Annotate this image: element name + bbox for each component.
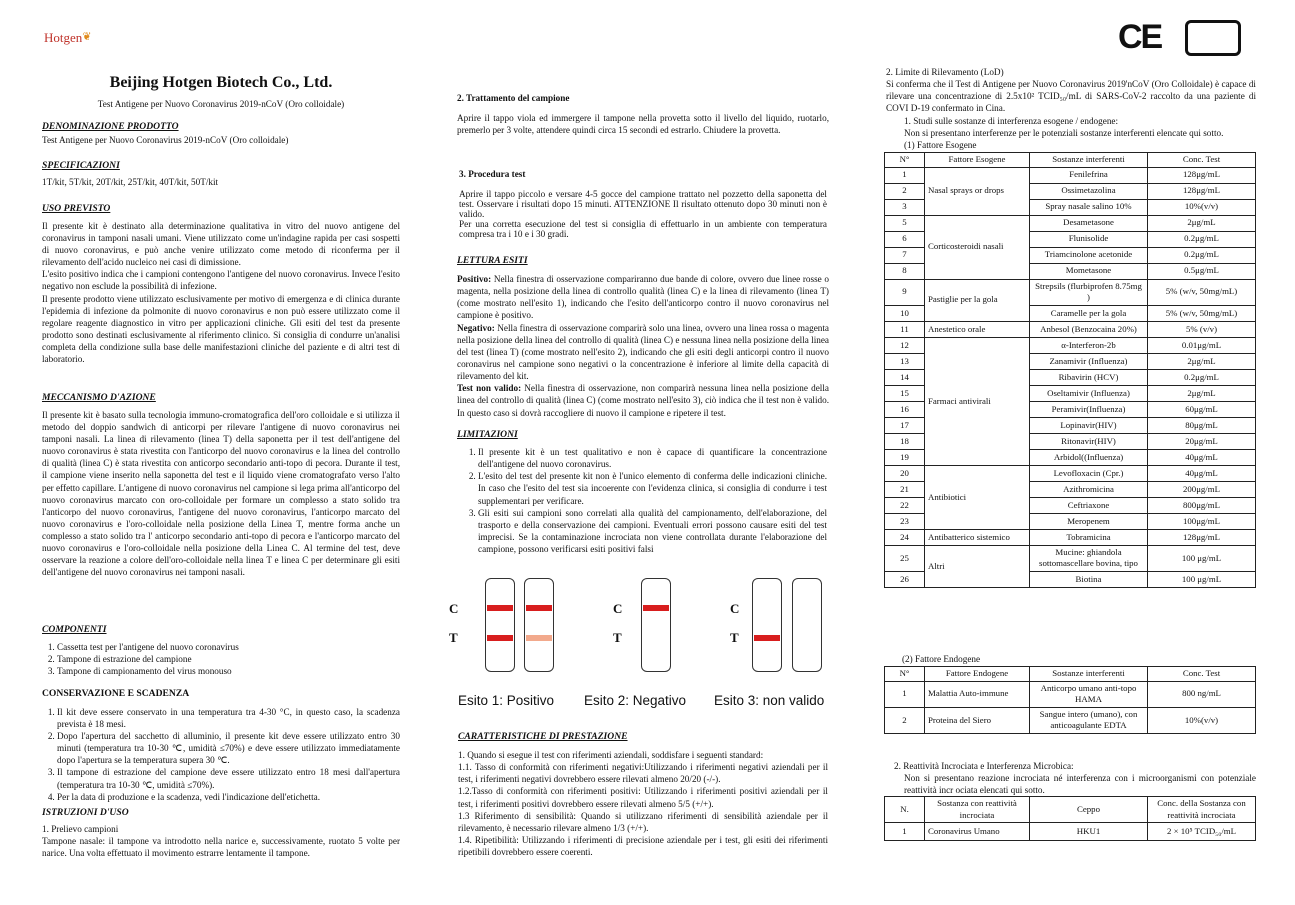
- table-cell: 2: [885, 707, 925, 733]
- table-cell: 20: [885, 465, 925, 481]
- car-item: 1.4. Ripetibilità: Utilizzando i riferimenti di precisione aziendale per i test, gli esiti dei riferimenti ripetibili dovrebbero essere coerenti.: [458, 834, 828, 858]
- esito-1-label: Esito 1: Positivo: [458, 693, 555, 708]
- car-item: 1.1. Tasso di conformità con riferimenti negativi:Utilizzando i riferimenti negativi aziendali per il test, i riferimenti negativi dovrebbero essere rilevati almeno 20/20 (-/-).: [458, 762, 828, 785]
- table-cell: 200μg/mL: [1148, 481, 1256, 497]
- table-cell: Corticosteroidi nasali: [925, 215, 1030, 279]
- table-row: [885, 167, 1256, 183]
- limitazioni-heading: LIMITAZIONI: [457, 429, 518, 440]
- studi-heading: 1. Studi sulle sostanze di interferenza esogene / endogene:: [904, 115, 1119, 126]
- table-cell: Nasal sprays or drops: [925, 167, 1030, 215]
- car-item: 1.2.Tasso di conformità con riferimenti positivi: Utilizzando i riferimenti positivi aziendali per il test, i riferimenti positivi dovrebbero essere rilevati almeno 5/5 (+/+).: [458, 786, 828, 809]
- table-cell: 0.2μg/mL: [1148, 247, 1256, 263]
- table-cell: Arbidol((Influenza): [1030, 449, 1148, 465]
- istr-heading: ISTRUZIONI D'USO: [42, 807, 129, 818]
- table-cell: Proteina del Siero: [925, 707, 1030, 733]
- table-cell: 10%(v/v): [1148, 707, 1256, 733]
- table-cell: Ceftriaxone: [1030, 497, 1148, 513]
- non-valido-label: Test non valido:: [457, 383, 522, 394]
- table-cell: Strepsils (flurbiprofen 8.75mg ): [1030, 279, 1148, 305]
- table-header-cell: N°: [885, 667, 925, 682]
- c-line: [487, 605, 513, 611]
- t-line-faint: [526, 635, 552, 641]
- table-cell: 12: [885, 337, 925, 353]
- table-cell: 20μg/mL: [1148, 433, 1256, 449]
- table-cell: 2μg/mL: [1148, 353, 1256, 369]
- table-cell: 2μg/mL: [1148, 385, 1256, 401]
- lettura-heading: LETTURA ESITI: [457, 255, 528, 266]
- proc-para-2: Per una corretta esecuzione del test si consiglia di effettuarlo in un ambiente con temperatura compresa tra i 10 e i 30 gradi.: [459, 219, 827, 240]
- strip-invalid-b: [792, 578, 822, 672]
- table-cell: 9: [885, 279, 925, 305]
- comp-item: 1. Cassetta test per l'antigene del nuovo coronavirus: [57, 641, 400, 653]
- table-cell: 17: [885, 417, 925, 433]
- table-cell: 19: [885, 449, 925, 465]
- cons-item: 4. Per la data di produzione e la scadenza, vedi l'indicazione dell'etichetta.: [57, 791, 400, 803]
- table-header-cell: Conc. Test: [1148, 153, 1256, 168]
- esito-non-valido-text: [457, 382, 829, 418]
- table-cell: 2μg/mL: [1148, 215, 1256, 231]
- strip-invalid-a: [752, 578, 782, 672]
- table-cell: Ossimetazolina: [1030, 183, 1148, 199]
- table-row: [885, 545, 1256, 571]
- negativo-desc: Nella finestra di osservazione comparirà solo una linea, ovvero una linea rossa o magenta nella posizione della linea del controllo di qualità (linea C) e nessuna linea nella posizione della linea del test (linea T) (come mostrato nell'esito 2), indicando che gli esiti degli anticorpi contro il nuovo coronavirus nel campione sono negativi o la concentrazione è inferiore al limite della capacità di rilevamento del kit.: [457, 322, 829, 382]
- strip-positive-b: [524, 578, 554, 672]
- table-cell: 1: [885, 167, 925, 183]
- table-cell: 8: [885, 263, 925, 279]
- denom-heading: DENOMINAZIONE PRODOTTO: [42, 121, 179, 132]
- table-header-cell: N.: [885, 797, 925, 823]
- table-cell: 21: [885, 481, 925, 497]
- table-cell: 0.2μg/mL: [1148, 369, 1256, 385]
- table-cell: Biotina: [1030, 572, 1148, 588]
- limitazione-item: 1. Il presente kit è un test qualitativo e non è capace di quantificare la concentrazione dell'antigene del nuovo coronavirus.: [478, 446, 827, 470]
- table-cell: Anticorpo umano anti-topo HAMA: [1030, 681, 1148, 707]
- table-cell: Meropenem: [1030, 513, 1148, 529]
- table-header-cell: Sostanze interferenti: [1030, 153, 1148, 168]
- table-cell: α-Interferon-2b: [1030, 337, 1148, 353]
- cons-item: 3. Il tampone di estrazione del campione deve essere utilizzato entro 18 mesi dall'apertura (temperatura tra 10-30 ℃, umidità ≤70%).: [57, 766, 400, 790]
- table-row: [885, 337, 1256, 353]
- table-row: [885, 529, 1256, 545]
- table-cell: 23: [885, 513, 925, 529]
- table-cell: Peramivir(Influenza): [1030, 401, 1148, 417]
- table-cell: Anestetico orale: [925, 321, 1030, 337]
- uso-heading: USO PREVISTO: [42, 203, 111, 214]
- spec-heading: SPECIFICAZIONI: [42, 160, 120, 171]
- table-cell: 11: [885, 321, 925, 337]
- cons-item: 1. Il kit deve essere conservato in una temperatura tra 4-30 °C, in questo caso, la scadenza prevista è 18 mesi.: [57, 706, 400, 730]
- table-cell: Anbesol (Benzocaina 20%): [1030, 321, 1148, 337]
- denom-text: Test Antigene per Nuovo Coronavirus 2019-nCoV (Oro colloidale): [42, 134, 289, 145]
- table-row: [885, 321, 1256, 337]
- ivd-mark-box: [1185, 20, 1241, 56]
- comp-item: 2. Tampone di estrazione del campione: [57, 653, 400, 665]
- table-cell: 80μg/mL: [1148, 417, 1256, 433]
- table-row: [885, 681, 1256, 707]
- table-cell: Azithromicina: [1030, 481, 1148, 497]
- uso-para-1: Il presente kit è destinato alla determinazione qualitativa in vitro del nuovo antigene del coronavirus in tamponi nasali umani. Viene utilizzato come un'indagine rapida per casi sospetti di nuovo coronavirus, e può anche venire utilizzato come metodo di riconferma per il rilevamento dell'acido nucleico nei casi di dimissione.: [42, 220, 400, 268]
- comp-heading: COMPONENTI: [42, 624, 107, 635]
- positivo-desc: Nella finestra di osservazione compariranno due bande di colore, ovvero due linee rosse o magenta, nella posizione della linea di controllo qualità (linea C) e la linea di rilevamento (linea T) (come mostrato nell'esito 1), indicando che l'esito dell'anticorpo contro il nuovo coronavirus nel campione è positivo.: [457, 274, 829, 321]
- table-cell: Caramelle per la gola: [1030, 305, 1148, 321]
- lod-para: Si conferma che il Test di Antigene per Nuovo Coronavirus 2019'nCoV (Oro Colloidale) è capace di rilevare una concentrazione di 2.5x10² TCID₅₀/mL di SARS-CoV-2 raccolto da una paziente di COVI D-19 confermato in Cina.: [886, 79, 1256, 114]
- table-cell: 6: [885, 231, 925, 247]
- table-cell: 128μg/mL: [1148, 183, 1256, 199]
- table-cell: 0.2μg/mL: [1148, 231, 1256, 247]
- table-cell: Mometasone: [1030, 263, 1148, 279]
- table-cell: 16: [885, 401, 925, 417]
- table-cell: 14: [885, 369, 925, 385]
- table-header-cell: Conc. Test: [1148, 667, 1256, 682]
- mecc-heading: MECCANISMO D'AZIONE: [42, 392, 156, 403]
- table-cell: 128μg/mL: [1148, 167, 1256, 183]
- table-cell: Levofloxacin (Cpr.): [1030, 465, 1148, 481]
- table-cell: 0.5μg/mL: [1148, 263, 1256, 279]
- table-row: [885, 823, 1256, 841]
- uso-para-3: Il presente prodotto viene utilizzato esclusivamente per motivo di emergenza e di clinica durante l'epidemia di infezione da polmonite di nuovo coronavirus e non può essere utilizzato come il regolare reagente diagnostico in vitro per applicazioni cliniche. Gli esiti del test da presente prodotto sono destinati esclusivamente al riferimento clinico. Si consiglia di condurre un'analisi completa della condizione sulla base delle manifestazioni cliniche del paziente e di altri test di laboratorio.: [42, 293, 400, 365]
- limitazione-item: 2. L'esito del test del presente kit non è l'unico elemento di conferma delle indicazioni cliniche. In caso che l'esito del test sia incoerente con l'evidenza clinica, si consiglia di condurre i test supplementari per verificare.: [478, 470, 827, 506]
- table-cell: 40μg/mL: [1148, 449, 1256, 465]
- limitazione-item: 3. Gli esiti sui campioni sono correlati alla qualità del campionamento, dell'elaborazione, del trasporto e della conservazione dei campioni. Eventuali errori possono causare esiti del test imprecisi. Se la contaminazione incrociata non viene controllata durante l'elaborazione del campione, possono verificarsi esiti positivi falsi: [478, 507, 827, 556]
- table-cell: Malattia Auto-immune: [925, 681, 1030, 707]
- table-cell: 800μg/mL: [1148, 497, 1256, 513]
- table-header-cell: Sostanza con reattività incrociata: [925, 797, 1030, 823]
- table-row: [885, 707, 1256, 733]
- table-cell: Mucine: ghiandola sottomascellare bovina, tipo: [1030, 545, 1148, 571]
- esito-positivo-text: [457, 273, 829, 322]
- table-cell: 40μg/mL: [1148, 465, 1256, 481]
- cross-heading: 2. Reattività Incrociata e Interferenza Microbica:: [894, 761, 1074, 771]
- label-t-1: T: [449, 630, 458, 645]
- table-cell: 24: [885, 529, 925, 545]
- lod-heading: 2. Limite di Rilevamento (LoD): [886, 67, 1004, 77]
- company-title: Beijing Hotgen Biotech Co., Ltd.: [109, 74, 333, 91]
- esogene-caption: (1) Fattore Esogene: [904, 139, 977, 150]
- table-row: [885, 215, 1256, 231]
- table-cell: Ritonavir(HIV): [1030, 433, 1148, 449]
- table-cell: Pastiglie per la gola: [925, 279, 1030, 321]
- cross-note: Non si presentano reazione incrociata né interferenza con i microorganismi con potenziale reattività incr ociata elencati qui sotto.: [904, 773, 1256, 796]
- table-cell: 100μg/mL: [1148, 513, 1256, 529]
- table-cell: 25: [885, 545, 925, 571]
- caratteristiche-heading: CARATTERISTICHE DI PRESTAZIONE: [458, 731, 628, 742]
- table-cell: 100 μg/mL: [1148, 545, 1256, 571]
- table-cell: Triamcinolone acetonide: [1030, 247, 1148, 263]
- table-cell: 100 μg/mL: [1148, 572, 1256, 588]
- table-cell: 60μg/mL: [1148, 401, 1256, 417]
- table-cell: 800 ng/mL: [1148, 681, 1256, 707]
- esito-2-label: Esito 2: Negativo: [584, 693, 687, 708]
- strip-negative: [641, 578, 671, 672]
- table-cell: HKU1: [1030, 823, 1148, 841]
- t-line: [487, 635, 513, 641]
- table-cell: Farmaci antivirali: [925, 337, 1030, 465]
- table-cell: 2: [885, 183, 925, 199]
- cross-reactivity-table: [884, 796, 1256, 841]
- proc-para-1: Aprire il tappo piccolo e versare 4-5 gocce del campione trattato nel pozzetto della saponetta del test. Osservare i risultati dopo 15 minuti. ATTENZIONE Il risultato ottenuto dopo 30 minuti non è valido.: [459, 189, 827, 220]
- table-header-cell: N°: [885, 153, 925, 168]
- table-row: [885, 279, 1256, 305]
- table-cell: 5% (w/v, 50mg/mL): [1148, 305, 1256, 321]
- hotgen-logo: Hotgen❦: [44, 30, 92, 45]
- table-header-cell: Fattore Endogene: [925, 667, 1030, 682]
- exogenous-table: [884, 152, 1256, 588]
- table-cell: Tobramicina: [1030, 529, 1148, 545]
- cons-item: 2. Dopo l'apertura del sacchetto di alluminio, il presente kit deve essere utilizzato entro 30 minuti (temperatura tra 10-30 ℃, umidità ≤70%) e deve essere utilizzato immediatamente dopo l'apertura se la temperatura supera 30 ℃.: [57, 730, 400, 766]
- table-cell: Sangue intero (umano), con anticoagulante EDTA: [1030, 707, 1148, 733]
- table-cell: Desametasone: [1030, 215, 1148, 231]
- cons-heading: CONSERVAZIONE E SCADENZA: [42, 688, 190, 699]
- positivo-label: Positivo:: [457, 274, 492, 284]
- table-cell: Flunisolide: [1030, 231, 1148, 247]
- istr-step-1: 1. Prelievo campioni: [42, 823, 119, 834]
- table-cell: Zanamivir (Influenza): [1030, 353, 1148, 369]
- table-cell: 5: [885, 215, 925, 231]
- esito-3-label: Esito 3: non valido: [714, 693, 825, 708]
- table-cell: Oseltamivir (Influenza): [1030, 385, 1148, 401]
- c-line: [526, 605, 552, 611]
- label-c-2: C: [613, 601, 623, 616]
- table-cell: Altri: [925, 545, 1030, 587]
- car-item: 1.3 Riferimento di sensibilità: Quando si utilizzano riferimenti di sensibilità aziendale per il rilevamento, è necessario rilevare almeno 1/3 (+/+).: [458, 810, 828, 833]
- label-c-1: C: [449, 601, 459, 616]
- ce-mark: CE: [1118, 18, 1162, 56]
- table-cell: 10: [885, 305, 925, 321]
- table-cell: 128μg/mL: [1148, 529, 1256, 545]
- non-valido-desc: Nella finestra di osservazione, non comparirà nessuna linea nella posizione della linea del controllo di qualità (linea C) (come mostrato nell'esito 3), ciò indica che il test non è valido. In questo caso si dovrà raccogliere di nuovo il campione e ripetere il test.: [457, 383, 829, 418]
- c-line: [643, 605, 669, 611]
- table-cell: 18: [885, 433, 925, 449]
- product-subtitle: Test Antigene per Nuovo Coronavirus 2019-nCoV (Oro colloidale): [97, 99, 345, 109]
- table-cell: 2 × 10⁵ TCID₅₀/mL: [1148, 823, 1256, 841]
- table-cell: 26: [885, 572, 925, 588]
- tratt-heading: 2. Trattamento del campione: [457, 93, 570, 103]
- table-cell: Antibatterico sistemico: [925, 529, 1030, 545]
- table-cell: 1: [885, 681, 925, 707]
- table-cell: 5% (w/v, 50mg/mL): [1148, 279, 1256, 305]
- endogene-caption: (2) Fattore Endogene: [902, 654, 981, 664]
- table-cell: Coronavirus Umano: [925, 823, 1030, 841]
- table-cell: Spray nasale salino 10%: [1030, 199, 1148, 215]
- studi-note: Non si presentano interferenze per le potenziali sostanze interferenti elencate qui sotto.: [904, 127, 1224, 138]
- label-t-2: T: [613, 630, 622, 645]
- negativo-label: Negativo:: [457, 322, 495, 333]
- mecc-para: Il presente kit è basato sulla tecnologia immuno-cromatografica dell'oro colloidale e si utilizza il metodo del doppio sandwich di anticorpi per rilevare l'antigene di nuovo coronavirus nei tamponi nasali. La linea di rilevamento (linea T) della saponetta per il test dell'antigene del nuovo coronavirus è stata rivestita con l'anticorpo del nuovo coronavirus e la linea del controllo di qualità (linea C) è stata rivestita con anticorpo secondario anti-topo di pecora. Durante il test, il campione viene inserito nella saponetta del test e il liquido viene cromatografato verso l'alto per effetto capillare. L'antigene di nuovo coronavirus nel campione si lega prima all'anticorpo del nuovo coronavirus marcato con oro-colloidale per formare un complesso a stato solido tra l'anticorpo del nuovo coronavirus, l'antigene del nuovo coronavirus, l'anticorpo marcato del nuovo coronavirus e l'oro-colloidale nella posizione della Linea T, mentre forma anche un complesso a stato solido tra l' anticorpo secondario anti-topo di pecora e l'anticorpo marcato del nuovo coronavirus e l'oro-colloidale nella posizione della Linea C. Al termine del test, deve osservare la reazione a colore dell'oro-colloidale nella linea T e linea C per determinare gli esiti dell'antigene del nuovo coronavirus nei tamponi nasali.: [42, 409, 400, 578]
- label-c-3: C: [730, 601, 740, 616]
- table-cell: 13: [885, 353, 925, 369]
- t-line: [754, 635, 780, 641]
- table-cell: Antibiotici: [925, 465, 1030, 529]
- table-cell: 3: [885, 199, 925, 215]
- table-cell: 0.01μg/mL: [1148, 337, 1256, 353]
- comp-item: 3. Tampone di campionamento del virus monouso: [57, 665, 400, 677]
- table-cell: 22: [885, 497, 925, 513]
- table-cell: 10%(v/v): [1148, 199, 1256, 215]
- tratt-para: Aprire il tappo viola ed immergere il tampone nella provetta sotto il livello del liquido, ruotarlo, premerlo per 3 volte, attendere quindi circa 15 secondi ed estrarlo. Chiudere la provetta.: [457, 113, 829, 136]
- spec-text: 1T/kit, 5T/kit, 20T/kit, 25T/kit, 40T/kit, 50T/kit: [42, 176, 219, 187]
- proc-heading: 3. Procedura test: [459, 169, 526, 179]
- table-cell: 1: [885, 823, 925, 841]
- table-cell: 5% (v/v): [1148, 321, 1256, 337]
- table-cell: 15: [885, 385, 925, 401]
- table-cell: Ribavirin (HCV): [1030, 369, 1148, 385]
- table-header-cell: Sostanze interferenti: [1030, 667, 1148, 682]
- table-header-cell: Ceppo: [1030, 797, 1148, 823]
- istr-step-1-text: Tampone nasale: il tampone va introdotto nella narice e, successivamente, ruotato 5 volte per narice. Una volta effettuato il movimento estrarre lentamente il tampone.: [42, 835, 400, 858]
- uso-para-2: L'esito positivo indica che i campioni contengono l'antigene del nuovo coronavirus. Invece l'esito negativo non esclude la possibilità di infezione.: [42, 269, 400, 292]
- table-cell: Lopinavir(HIV): [1030, 417, 1148, 433]
- table-row: [885, 465, 1256, 481]
- table-cell: 7: [885, 247, 925, 263]
- table-header-cell: Conc. della Sostanza con reattività incrociata: [1148, 797, 1256, 823]
- label-t-3: T: [730, 630, 739, 645]
- table-cell: Fenilefrina: [1030, 167, 1148, 183]
- esito-negativo-text: [457, 322, 829, 383]
- car-intro: 1. Quando si esegue il test con riferimenti aziendali, soddisfare i seguenti standard:: [458, 750, 764, 760]
- strip-positive-a: [485, 578, 515, 672]
- table-header-cell: Fattore Esogene: [925, 153, 1030, 168]
- endogenous-table: [884, 666, 1256, 734]
